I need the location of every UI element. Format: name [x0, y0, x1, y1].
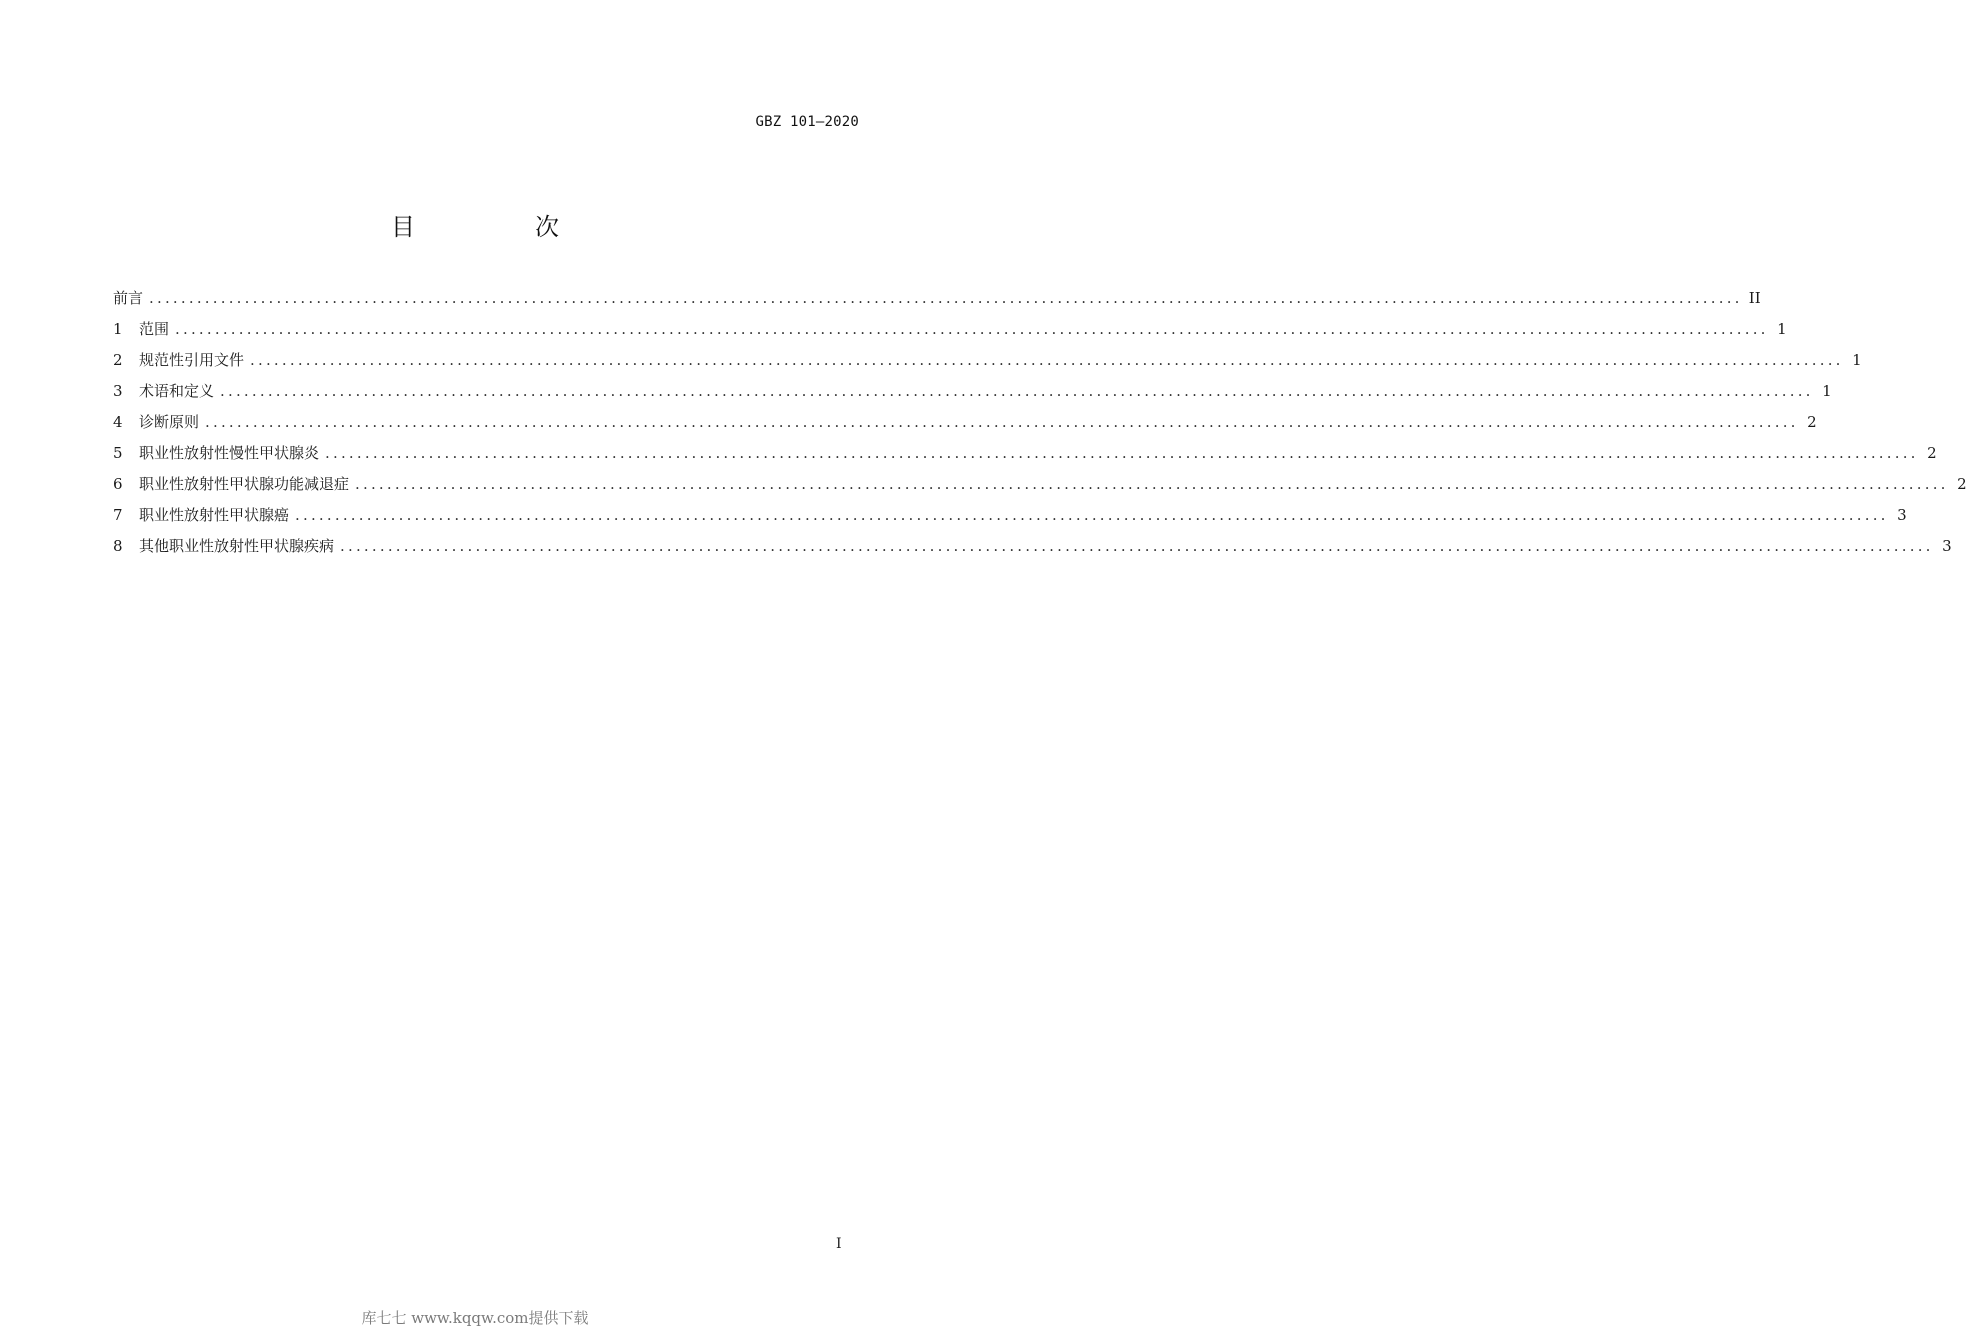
- toc-entry-number: 3: [113, 382, 123, 400]
- toc-leader-dots: ........................................................................................................................................................................................................: [250, 351, 1844, 369]
- toc-leader-dots: ........................................................................................................................................................................................................: [340, 537, 1934, 555]
- toc-entry-page: 3: [1942, 537, 1952, 555]
- toc-leader-dots: ........................................................................................................................................................................................................: [355, 475, 1949, 493]
- toc-entry-page: II: [1748, 289, 1761, 307]
- page-title: 目 次: [391, 213, 607, 241]
- toc-entry-6[interactable]: [113, 473, 1967, 504]
- toc-entry-number: 8: [113, 537, 123, 555]
- toc-leader-dots: ........................................................................................................................................................................................................: [220, 382, 1814, 400]
- toc-entry-foreword[interactable]: [113, 287, 1761, 318]
- toc-entry-5[interactable]: [113, 442, 1937, 473]
- toc-entry-page: 1: [1852, 351, 1862, 369]
- toc-entry-page: 2: [1927, 444, 1937, 462]
- toc-entry-number: 5: [113, 444, 123, 462]
- toc-entry-3[interactable]: [113, 380, 1832, 411]
- toc-entry-number: 7: [113, 506, 123, 524]
- toc-leader-dots: ........................................................................................................................................................................................................: [205, 413, 1799, 431]
- toc-entry-label: 范围: [139, 320, 170, 338]
- toc-entry-page: 1: [1777, 320, 1787, 338]
- toc-entry-number: 4: [113, 413, 123, 431]
- toc-entry-7[interactable]: [113, 504, 1907, 535]
- download-watermark: 库七七 www.kqqw.com提供下载: [361, 1309, 589, 1327]
- page-number: I: [836, 1236, 842, 1252]
- toc-entry-label: 职业性放射性慢性甲状腺炎: [139, 444, 320, 462]
- toc-entry-label: 规范性引用文件: [139, 351, 245, 369]
- toc-entry-label: 诊断原则: [139, 413, 200, 431]
- toc-entry-8[interactable]: [113, 535, 1952, 566]
- toc-entry-2[interactable]: [113, 349, 1862, 380]
- toc-entry-4[interactable]: [113, 411, 1817, 442]
- toc-entry-page: 2: [1807, 413, 1817, 431]
- toc-entry-1[interactable]: [113, 318, 1787, 349]
- standard-code: GBZ 101—2020: [755, 114, 859, 130]
- toc-entry-number: 6: [113, 475, 123, 493]
- toc-entry-label: 其他职业性放射性甲状腺疾病: [139, 537, 335, 555]
- toc-entry-page: 1: [1822, 382, 1832, 400]
- toc-entry-label: 职业性放射性甲状腺功能减退症: [139, 475, 350, 493]
- toc-entry-page: 3: [1897, 506, 1907, 524]
- toc-leader-dots: ........................................................................................................................................................................................................: [149, 289, 1743, 307]
- table-of-contents: [113, 287, 1967, 566]
- toc-entry-label: 职业性放射性甲状腺癌: [139, 506, 290, 524]
- toc-leader-dots: ........................................................................................................................................................................................................: [175, 320, 1769, 338]
- toc-leader-dots: ........................................................................................................................................................................................................: [295, 506, 1889, 524]
- toc-entry-label: 术语和定义: [139, 382, 215, 400]
- toc-entry-page: 2: [1957, 475, 1967, 493]
- toc-entry-label: 前言: [113, 289, 144, 307]
- toc-leader-dots: ........................................................................................................................................................................................................: [325, 444, 1919, 462]
- toc-entry-number: 1: [113, 320, 123, 338]
- toc-entry-number: 2: [113, 351, 123, 369]
